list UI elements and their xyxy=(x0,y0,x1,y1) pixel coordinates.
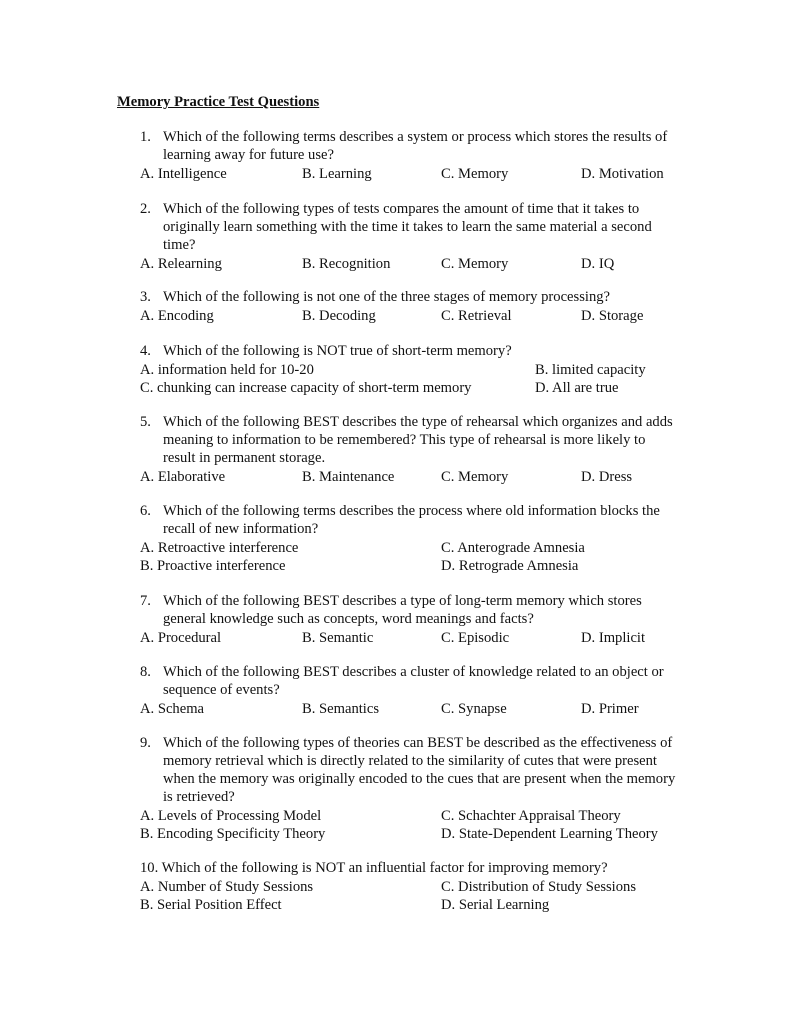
question-stem xyxy=(140,343,680,361)
question-text: Which of the following terms describes a system or process which stores the results of learning away for future use? xyxy=(163,129,668,163)
question-number: 3. xyxy=(140,289,151,305)
answer-options xyxy=(140,557,680,575)
answer-options xyxy=(140,825,680,843)
option-b: B. Semantics xyxy=(302,700,380,717)
question-8 xyxy=(140,664,680,718)
option-a: A. Encoding xyxy=(140,307,214,324)
question-3 xyxy=(140,289,680,325)
question-stem xyxy=(140,201,680,255)
option-a: A. information held for 10-20 xyxy=(140,361,314,378)
option-d: D. Storage xyxy=(581,307,644,324)
option-c: C. Anterograde Amnesia xyxy=(441,539,585,556)
question-text: Which of the following BEST describes a type of long-term memory which stores general knowledge such as concepts, word meanings and facts? xyxy=(163,593,642,627)
option-c: C. chunking can increase capacity of short-term memory xyxy=(140,379,472,396)
question-10 xyxy=(140,860,680,914)
answer-options xyxy=(140,165,680,183)
option-d: D. All are true xyxy=(535,379,619,396)
question-number: 6. xyxy=(140,503,151,519)
option-d: D. Serial Learning xyxy=(441,896,550,913)
question-6 xyxy=(140,503,680,575)
question-text: Which of the following BEST describes a cluster of knowledge related to an object or sequence of events? xyxy=(163,664,664,698)
answer-options xyxy=(140,629,680,647)
question-stem xyxy=(140,129,680,165)
option-a: A. Relearning xyxy=(140,255,222,272)
option-b: B. Encoding Specificity Theory xyxy=(140,825,326,842)
option-a: A. Retroactive interference xyxy=(140,539,299,556)
question-stem xyxy=(140,664,680,700)
question-7 xyxy=(140,593,680,647)
question-number: 4. xyxy=(140,343,151,359)
option-d: D. IQ xyxy=(581,255,615,272)
option-c: C. Schachter Appraisal Theory xyxy=(441,807,621,824)
option-a: A. Number of Study Sessions xyxy=(140,878,314,895)
answer-options xyxy=(140,539,680,557)
option-a: A. Schema xyxy=(140,700,205,717)
question-1 xyxy=(140,129,680,183)
question-number: 2. xyxy=(140,201,151,217)
question-number: 7. xyxy=(140,593,151,609)
option-d: D. Dress xyxy=(581,468,633,485)
option-a: A. Intelligence xyxy=(140,165,227,182)
question-text: Which of the following terms describes the process where old information blocks the recall of new information? xyxy=(163,503,660,537)
question-number: 10. xyxy=(140,860,159,876)
question-text: Which of the following is NOT true of short-term memory? xyxy=(163,343,512,359)
answer-options xyxy=(140,700,680,718)
question-number: 8. xyxy=(140,664,151,680)
option-b: B. Semantic xyxy=(302,629,374,646)
option-a: A. Elaborative xyxy=(140,468,226,485)
question-stem xyxy=(140,735,680,807)
answer-options xyxy=(140,878,680,896)
option-a: A. Procedural xyxy=(140,629,222,646)
question-stem xyxy=(140,593,680,629)
question-2 xyxy=(140,201,680,273)
question-stem xyxy=(140,503,680,539)
answer-options xyxy=(140,307,680,325)
question-text: Which of the following is not one of the three stages of memory processing? xyxy=(163,289,611,305)
question-5 xyxy=(140,414,680,486)
option-b: B. Decoding xyxy=(302,307,376,324)
question-stem xyxy=(140,414,680,468)
option-b: B. Proactive interference xyxy=(140,557,286,574)
question-stem xyxy=(140,289,680,307)
question-number: 9. xyxy=(140,735,151,751)
option-d: D. State-Dependent Learning Theory xyxy=(441,825,658,842)
option-d: D. Implicit xyxy=(581,629,646,646)
option-b: B. Serial Position Effect xyxy=(140,896,282,913)
page-title: Memory Practice Test Questions xyxy=(117,94,320,110)
option-c: C. Synapse xyxy=(441,700,507,717)
option-c: C. Memory xyxy=(441,165,509,182)
option-b: B. Maintenance xyxy=(302,468,395,485)
question-stem xyxy=(140,860,680,878)
option-c: C. Retrieval xyxy=(441,307,512,324)
question-text: Which of the following is NOT an influential factor for improving memory? xyxy=(161,860,608,876)
option-c: C. Memory xyxy=(441,468,509,485)
question-number: 1. xyxy=(140,129,151,145)
option-b: B. Learning xyxy=(302,165,372,182)
question-number: 5. xyxy=(140,414,151,430)
option-b: B. limited capacity xyxy=(535,361,646,378)
option-d: D. Motivation xyxy=(581,165,664,182)
option-d: D. Retrograde Amnesia xyxy=(441,557,579,574)
question-text: Which of the following BEST describes the type of rehearsal which organizes and adds meaning to information to be remembered? This type of rehearsal is more likely to result in permanent storage. xyxy=(163,414,673,466)
answer-options xyxy=(140,896,680,914)
answer-options xyxy=(140,361,680,379)
option-b: B. Recognition xyxy=(302,255,391,272)
question-text: Which of the following types of theories can BEST be described as the effectiveness of memory retrieval which is directly related to the similarity of cutes that were present when the memory was originally encoded to the cues that are present when the memory is retrieved? xyxy=(163,735,676,805)
answer-options xyxy=(140,807,680,825)
question-text: Which of the following types of tests compares the amount of time that it takes to originally learn something with the time it takes to learn the same material a second time? xyxy=(163,201,652,253)
option-a: A. Levels of Processing Model xyxy=(140,807,322,824)
answer-options xyxy=(140,379,680,397)
answer-options xyxy=(140,255,680,273)
option-c: C. Distribution of Study Sessions xyxy=(441,878,637,895)
option-d: D. Primer xyxy=(581,700,639,717)
option-c: C. Memory xyxy=(441,255,509,272)
question-9 xyxy=(140,735,680,843)
answer-options xyxy=(140,468,680,486)
option-c: C. Episodic xyxy=(441,629,510,646)
question-4 xyxy=(140,343,680,397)
